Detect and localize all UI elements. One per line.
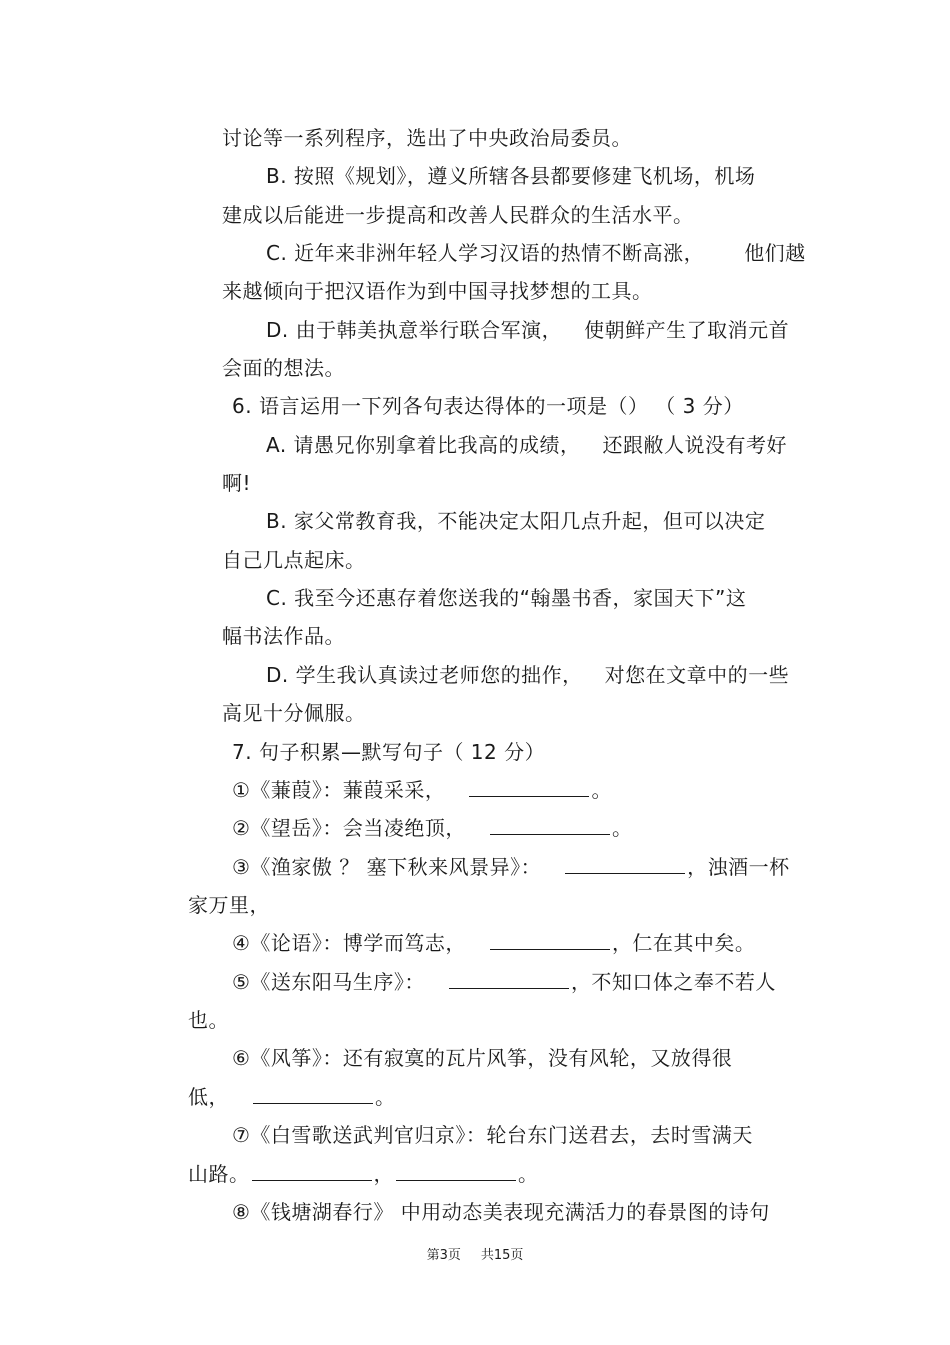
page-number: 第3页 xyxy=(426,1248,461,1263)
dictation-item-7-cont xyxy=(188,1160,539,1188)
text-line: 幅书法作品。 xyxy=(222,624,345,648)
text-line: 讨论等一系列程序，选出了中央政治局委员。 xyxy=(222,126,632,150)
dictation-item-6: ⑥《风筝》：还有寂寞的瓦片风筝，没有风轮，又放得很 xyxy=(232,1046,733,1070)
question-7-heading: 7. 句子积累—默写句子（ 12 分） xyxy=(232,740,546,764)
answer-blank[interactable] xyxy=(449,968,569,989)
text-segment: 。 xyxy=(591,778,612,802)
dictation-item-2 xyxy=(232,814,632,842)
text-segment: ， xyxy=(373,1162,394,1186)
text-line: 自己几点起床。 xyxy=(222,548,366,572)
dictation-item-8: ⑧《钱塘湖春行》 中用动态美表现充满活力的春景图的诗句 xyxy=(232,1200,770,1224)
text-segment: C. 近年来非洲年轻人学习汉语的热情不断高涨， xyxy=(266,241,705,265)
text-segment: 。 xyxy=(611,816,633,840)
text-segment: D. 由于韩美执意举行联合军演， xyxy=(266,318,563,342)
text-segment: 。 xyxy=(518,1162,539,1186)
text-line: 高见十分佩服。 xyxy=(222,701,366,725)
text-line: 也。 xyxy=(188,1008,229,1032)
text-segment: ，仁在其中矣。 xyxy=(611,931,756,955)
answer-blank[interactable] xyxy=(469,776,589,797)
answer-blank[interactable] xyxy=(565,853,685,874)
page-footer xyxy=(0,1247,950,1265)
dictation-item-6-cont xyxy=(188,1083,396,1111)
answer-blank[interactable] xyxy=(490,814,610,835)
text-segment: ③《渔家傲 ？ 塞下秋来风景异》： xyxy=(232,855,542,879)
dictation-item-7: ⑦《白雪歌送武判官归京》：轮台东门送君去，去时雪满天 xyxy=(232,1123,753,1147)
option-c-line xyxy=(266,239,806,267)
text-segment: ，不知口体之奉不若人 xyxy=(570,970,776,994)
answer-blank[interactable] xyxy=(253,1083,373,1104)
text-segment: 还跟敝人说没有考好 xyxy=(602,433,788,457)
text-segment: A. 请愚兄你别拿着比我高的成绩， xyxy=(266,433,581,457)
dictation-item-4 xyxy=(232,929,755,957)
text-line: 会面的想法。 xyxy=(222,356,345,380)
question-6-option-b: B. 家父常教育我，不能决定太阳几点升起，但可以决定 xyxy=(266,509,766,533)
dictation-item-1 xyxy=(232,776,612,804)
text-line: 家万里， xyxy=(188,893,270,917)
text-line: 建成以后能进一步提高和改善人民群众的生活水平。 xyxy=(222,203,694,227)
text-segment: 。 xyxy=(375,1085,396,1109)
text-segment: ⑤《送东阳马生序》： xyxy=(232,970,425,994)
dictation-item-3 xyxy=(232,853,790,881)
question-6-option-d xyxy=(266,661,789,689)
text-segment: ④《论语》：博学而笃志， xyxy=(232,931,466,955)
answer-blank[interactable] xyxy=(396,1160,516,1181)
text-segment: 使朝鲜产生了取消元首 xyxy=(584,318,790,342)
text-segment: 他们越 xyxy=(744,241,806,265)
text-segment: D. 学生我认真读过老师您的拙作， xyxy=(266,663,583,687)
text-segment: 低， xyxy=(188,1085,229,1109)
text-segment: ，浊酒一杯 xyxy=(687,855,790,879)
question-6-heading: 6. 语言运用一下列各句表达得体的一项是（） （ 3 分） xyxy=(232,394,744,418)
text-segment: 对您在文章中的一些 xyxy=(604,663,790,687)
text-line: 啊! xyxy=(222,471,252,495)
option-b-line: B. 按照《规划》，遵义所辖各县都要修建飞机场，机场 xyxy=(266,164,756,188)
text-segment: ①《蒹葭》：蒹葭采采， xyxy=(232,778,446,802)
text-line: 来越倾向于把汉语作为到中国寻找梦想的工具。 xyxy=(222,279,653,303)
question-6-option-c: C. 我至今还惠存着您送我的“翰墨书香，家国天下”这 xyxy=(266,586,747,610)
text-segment: ②《望岳》：会当凌绝顶， xyxy=(232,816,466,840)
page-total: 共15页 xyxy=(480,1248,524,1263)
text-segment: 山路。 xyxy=(188,1162,250,1186)
dictation-item-5 xyxy=(232,968,776,996)
question-6-option-a xyxy=(266,431,787,459)
answer-blank[interactable] xyxy=(490,929,610,950)
option-d-line xyxy=(266,316,789,344)
answer-blank[interactable] xyxy=(252,1160,372,1181)
